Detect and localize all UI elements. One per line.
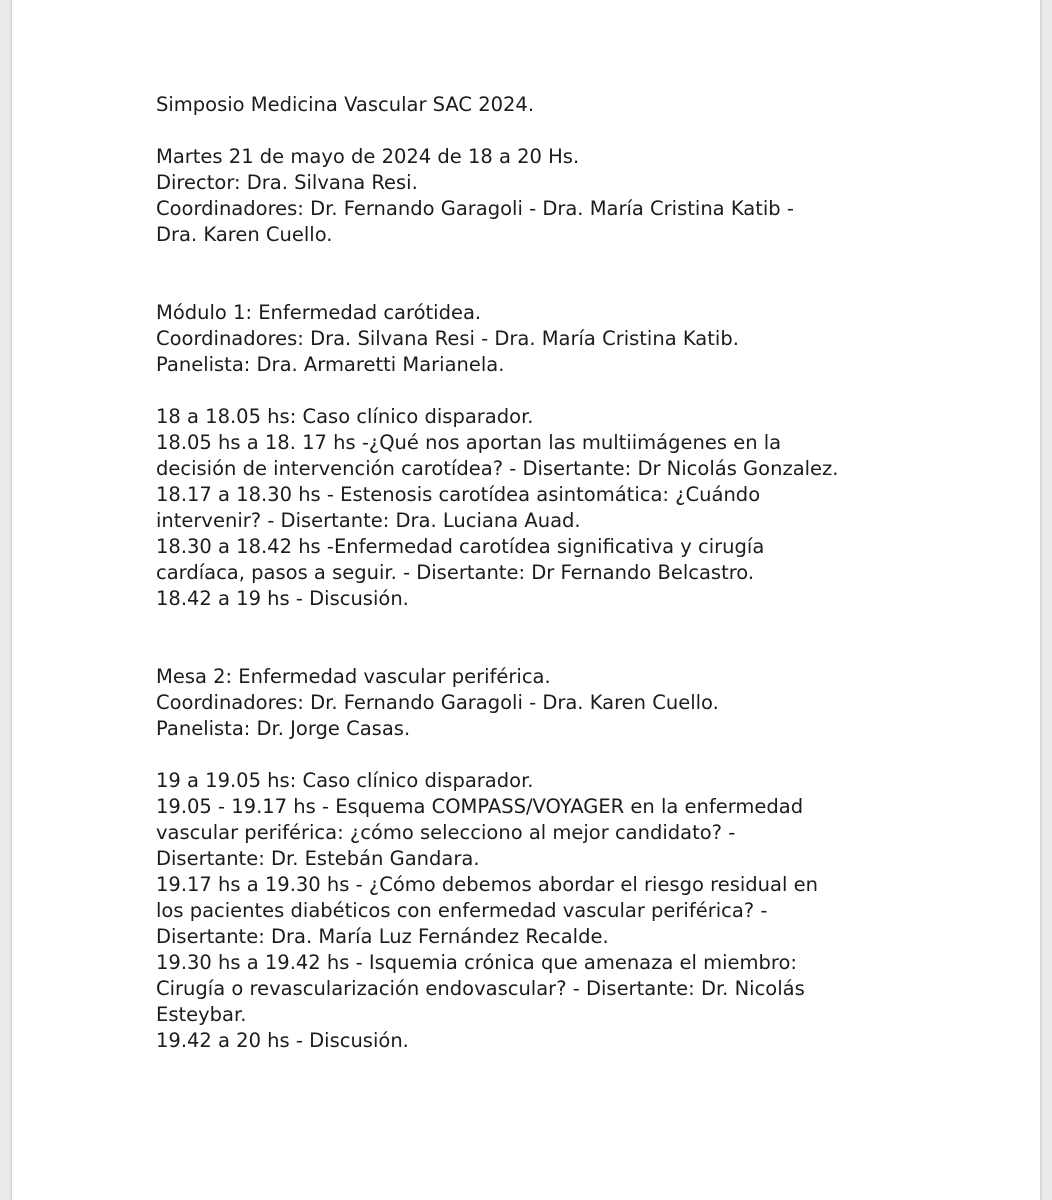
- spacer: [156, 742, 1016, 768]
- document-title: Simposio Medicina Vascular SAC 2024.: [156, 93, 535, 116]
- schedule-line: Disertante: Dra. María Luz Fernández Recalde.: [156, 925, 609, 948]
- schedule-line: Disertante: Dr. Estebán Gandara.: [156, 847, 480, 870]
- schedule-line: Cirugía o revascularización endovascular? - Disertante: Dr. Nicolás: [156, 977, 805, 1000]
- event-director: Director: Dra. Silvana Resi.: [156, 171, 418, 194]
- spacer: [156, 248, 1016, 300]
- module-1-schedule: [156, 404, 1016, 612]
- module-1-coordinators: Coordinadores: Dra. Silvana Resi - Dra. María Cristina Katib.: [156, 327, 739, 350]
- module-2-coordinators: Coordinadores: Dr. Fernando Garagoli - Dra. Karen Cuello.: [156, 691, 719, 714]
- schedule-line: decisión de intervención carotídea? - Disertante: Dr Nicolás Gonzalez.: [156, 457, 839, 480]
- module-1-panelist: Panelista: Dra. Armaretti Marianela.: [156, 353, 505, 376]
- schedule-line: cardíaca, pasos a seguir. - Disertante: Dr Fernando Belcastro.: [156, 561, 755, 584]
- schedule-line: vascular periférica: ¿cómo selecciono al mejor candidato? -: [156, 821, 736, 844]
- module-2-panelist: Panelista: Dr. Jorge Casas.: [156, 717, 411, 740]
- schedule-line: 18 a 18.05 hs: Caso clínico disparador.: [156, 405, 534, 428]
- schedule-line: 19 a 19.05 hs: Caso clínico disparador.: [156, 769, 534, 792]
- spacer: [156, 612, 1016, 664]
- schedule-line: los pacientes diabéticos con enfermedad vascular periférica? -: [156, 899, 768, 922]
- event-date: Martes 21 de mayo de 2024 de 18 a 20 Hs.: [156, 145, 580, 168]
- event-info: [156, 144, 1016, 248]
- event-coordinators: Coordinadores: Dr. Fernando Garagoli - Dra. María Cristina Katib -: [156, 197, 794, 220]
- schedule-line: 18.30 a 18.42 hs -Enfermedad carotídea significativa y cirugía: [156, 535, 765, 558]
- schedule-line: 19.30 hs a 19.42 hs - Isquemia crónica que amenaza el miembro:: [156, 951, 798, 974]
- spacer: [156, 378, 1016, 404]
- event-coordinators-cont: Dra. Karen Cuello.: [156, 223, 333, 246]
- schedule-line: 18.17 a 18.30 hs - Estenosis carotídea asintomática: ¿Cuándo: [156, 483, 761, 506]
- module-1-title: Módulo 1: Enfermedad carótidea.: [156, 301, 482, 324]
- schedule-line: 19.17 hs a 19.30 hs - ¿Cómo debemos abordar el riesgo residual en: [156, 873, 818, 896]
- schedule-line: 18.05 hs a 18. 17 hs -¿Qué nos aportan las multiimágenes en la: [156, 431, 782, 454]
- module-1-section: [156, 300, 1016, 612]
- schedule-line: intervenir? - Disertante: Dra. Luciana Auad.: [156, 509, 581, 532]
- spacer: [156, 118, 1016, 144]
- schedule-line: 19.42 a 20 hs - Discusión.: [156, 1029, 409, 1052]
- document-page: [12, 0, 1040, 1200]
- document-body: [156, 92, 1016, 1054]
- module-2-title: Mesa 2: Enfermedad vascular periférica.: [156, 665, 551, 688]
- schedule-line: 18.42 a 19 hs - Discusión.: [156, 587, 409, 610]
- module-2-schedule: [156, 768, 1016, 1054]
- module-2-section: [156, 664, 1016, 1054]
- schedule-line: Esteybar.: [156, 1003, 247, 1026]
- schedule-line: 19.05 - 19.17 hs - Esquema COMPASS/VOYAGER en la enfermedad: [156, 795, 804, 818]
